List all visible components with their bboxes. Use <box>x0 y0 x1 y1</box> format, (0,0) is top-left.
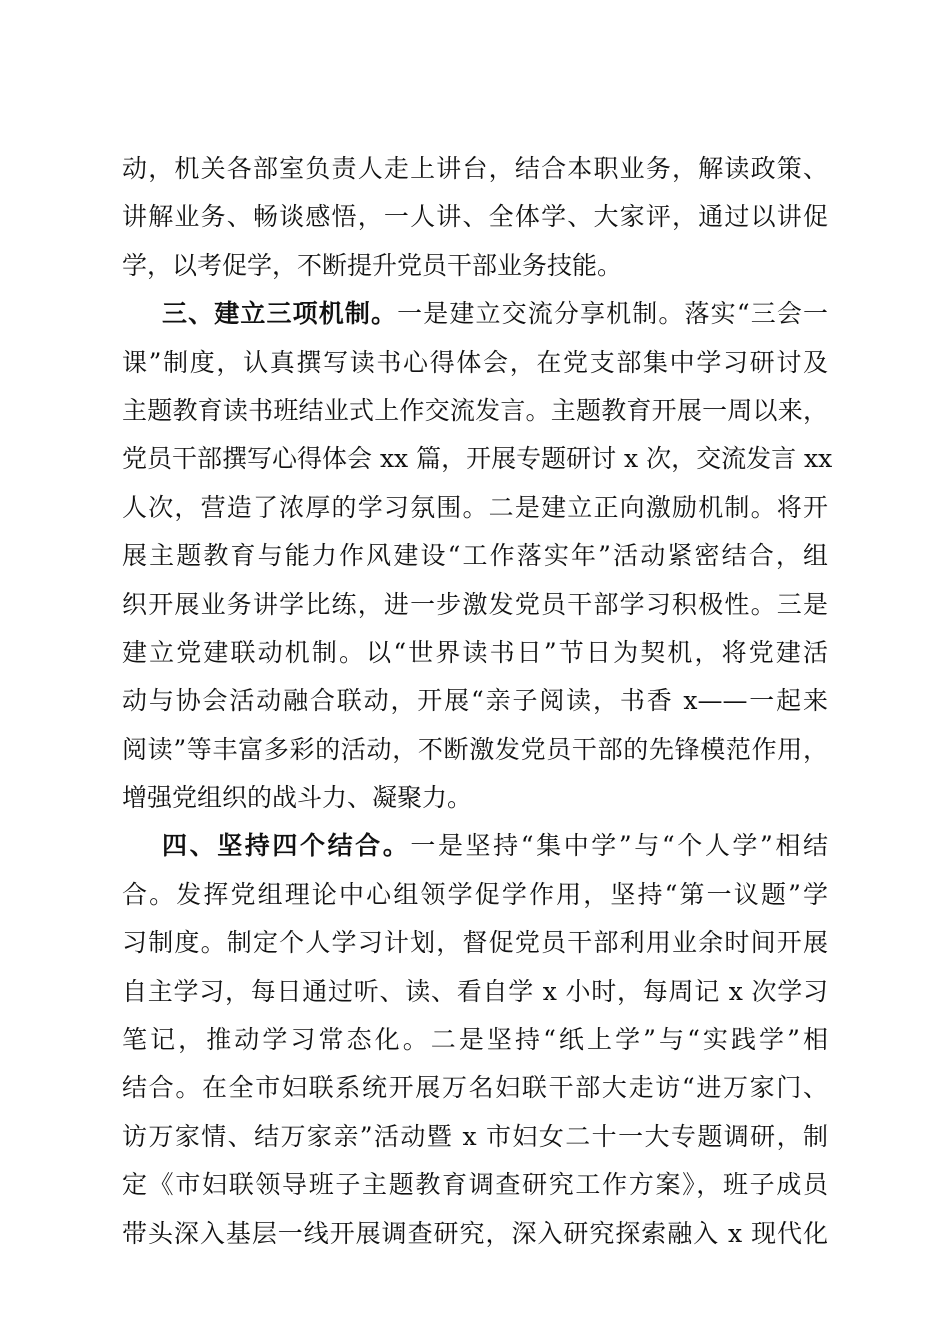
text-line: 自主学习，每日通过听、读、看自学 x 小时，每周记 x 次学习 <box>122 976 828 1006</box>
text-line: 访万家情、结万家亲”活动暨 x 市妇女二十一大专题调研，制 <box>122 1121 828 1151</box>
text-line: 阅读”等丰富多彩的活动，不断激发党员干部的先锋模范作用， <box>122 734 828 764</box>
paragraph-first-line <box>122 290 828 338</box>
text-line: 动与协会活动融合联动，开展“亲子阅读，书香 x——一起来 <box>122 686 828 716</box>
text-line: 动，机关各部室负责人走上讲台，结合本职业务，解读政策、 <box>122 154 828 183</box>
text-line: 结合。在全市妇联系统开展万名妇联干部大走访“进万家门、 <box>122 1073 828 1103</box>
text-line: 主题教育读书班结业式上作交流发言。主题教育开展一周以来， <box>122 395 828 425</box>
text-line: 带头深入基层一线开展调查研究，深入研究探索融入 x 现代化 <box>122 1218 828 1248</box>
text-line: 展主题教育与能力作风建设“工作落实年”活动紧密结合，组 <box>122 541 828 571</box>
text-line: 建立党建联动机制。以“世界读书日”节日为契机，将党建活 <box>122 637 828 667</box>
text-line: 增强党组织的战斗力、凝聚力。 <box>122 783 473 813</box>
text-line: 讲解业务、畅谈感悟，一人讲、全体学、大家评，通过以讲促 <box>122 202 828 232</box>
text-line: 笔记，推动学习常态化。二是坚持“纸上学”与“实践学”相 <box>122 1025 828 1055</box>
text-line: 织开展业务讲学比练，进一步激发党员干部学习积极性。三是 <box>122 589 828 619</box>
text-line: 定《市妇联领导班子主题教育调查研究工作方案》，班子成员 <box>122 1170 828 1200</box>
text-line: 习制度。制定个人学习计划，督促党员干部利用业余时间开展 <box>122 928 828 958</box>
text-line: 党员干部撰写心得体会 xx 篇，开展专题研讨 x 次，交流发言 xx <box>122 444 833 474</box>
section-heading: 三、建立三项机制。 <box>162 299 398 329</box>
text-line: 人次，营造了浓厚的学习氛围。二是建立正向激励机制。将开 <box>122 492 828 522</box>
paragraph-3 <box>122 822 828 1258</box>
text-run: 一是建立交流分享机制。落实“三会一 <box>397 299 828 329</box>
text-run: 一是坚持“集中学”与“个人学”相结 <box>410 831 828 861</box>
text-line: 学，以考促学，不断提升党员干部业务技能。 <box>122 250 623 280</box>
document-body <box>122 145 833 1258</box>
paragraph-2 <box>122 290 833 822</box>
text-line: 课”制度，认真撰写读书心得体会，在党支部集中学习研讨及 <box>122 347 828 377</box>
paragraph-first-line <box>122 822 828 870</box>
text-line: 合。发挥党组理论中心组领学促学作用，坚持“第一议题”学 <box>122 879 828 909</box>
paragraph-1 <box>122 145 828 290</box>
section-heading: 四、坚持四个结合。 <box>162 831 411 861</box>
